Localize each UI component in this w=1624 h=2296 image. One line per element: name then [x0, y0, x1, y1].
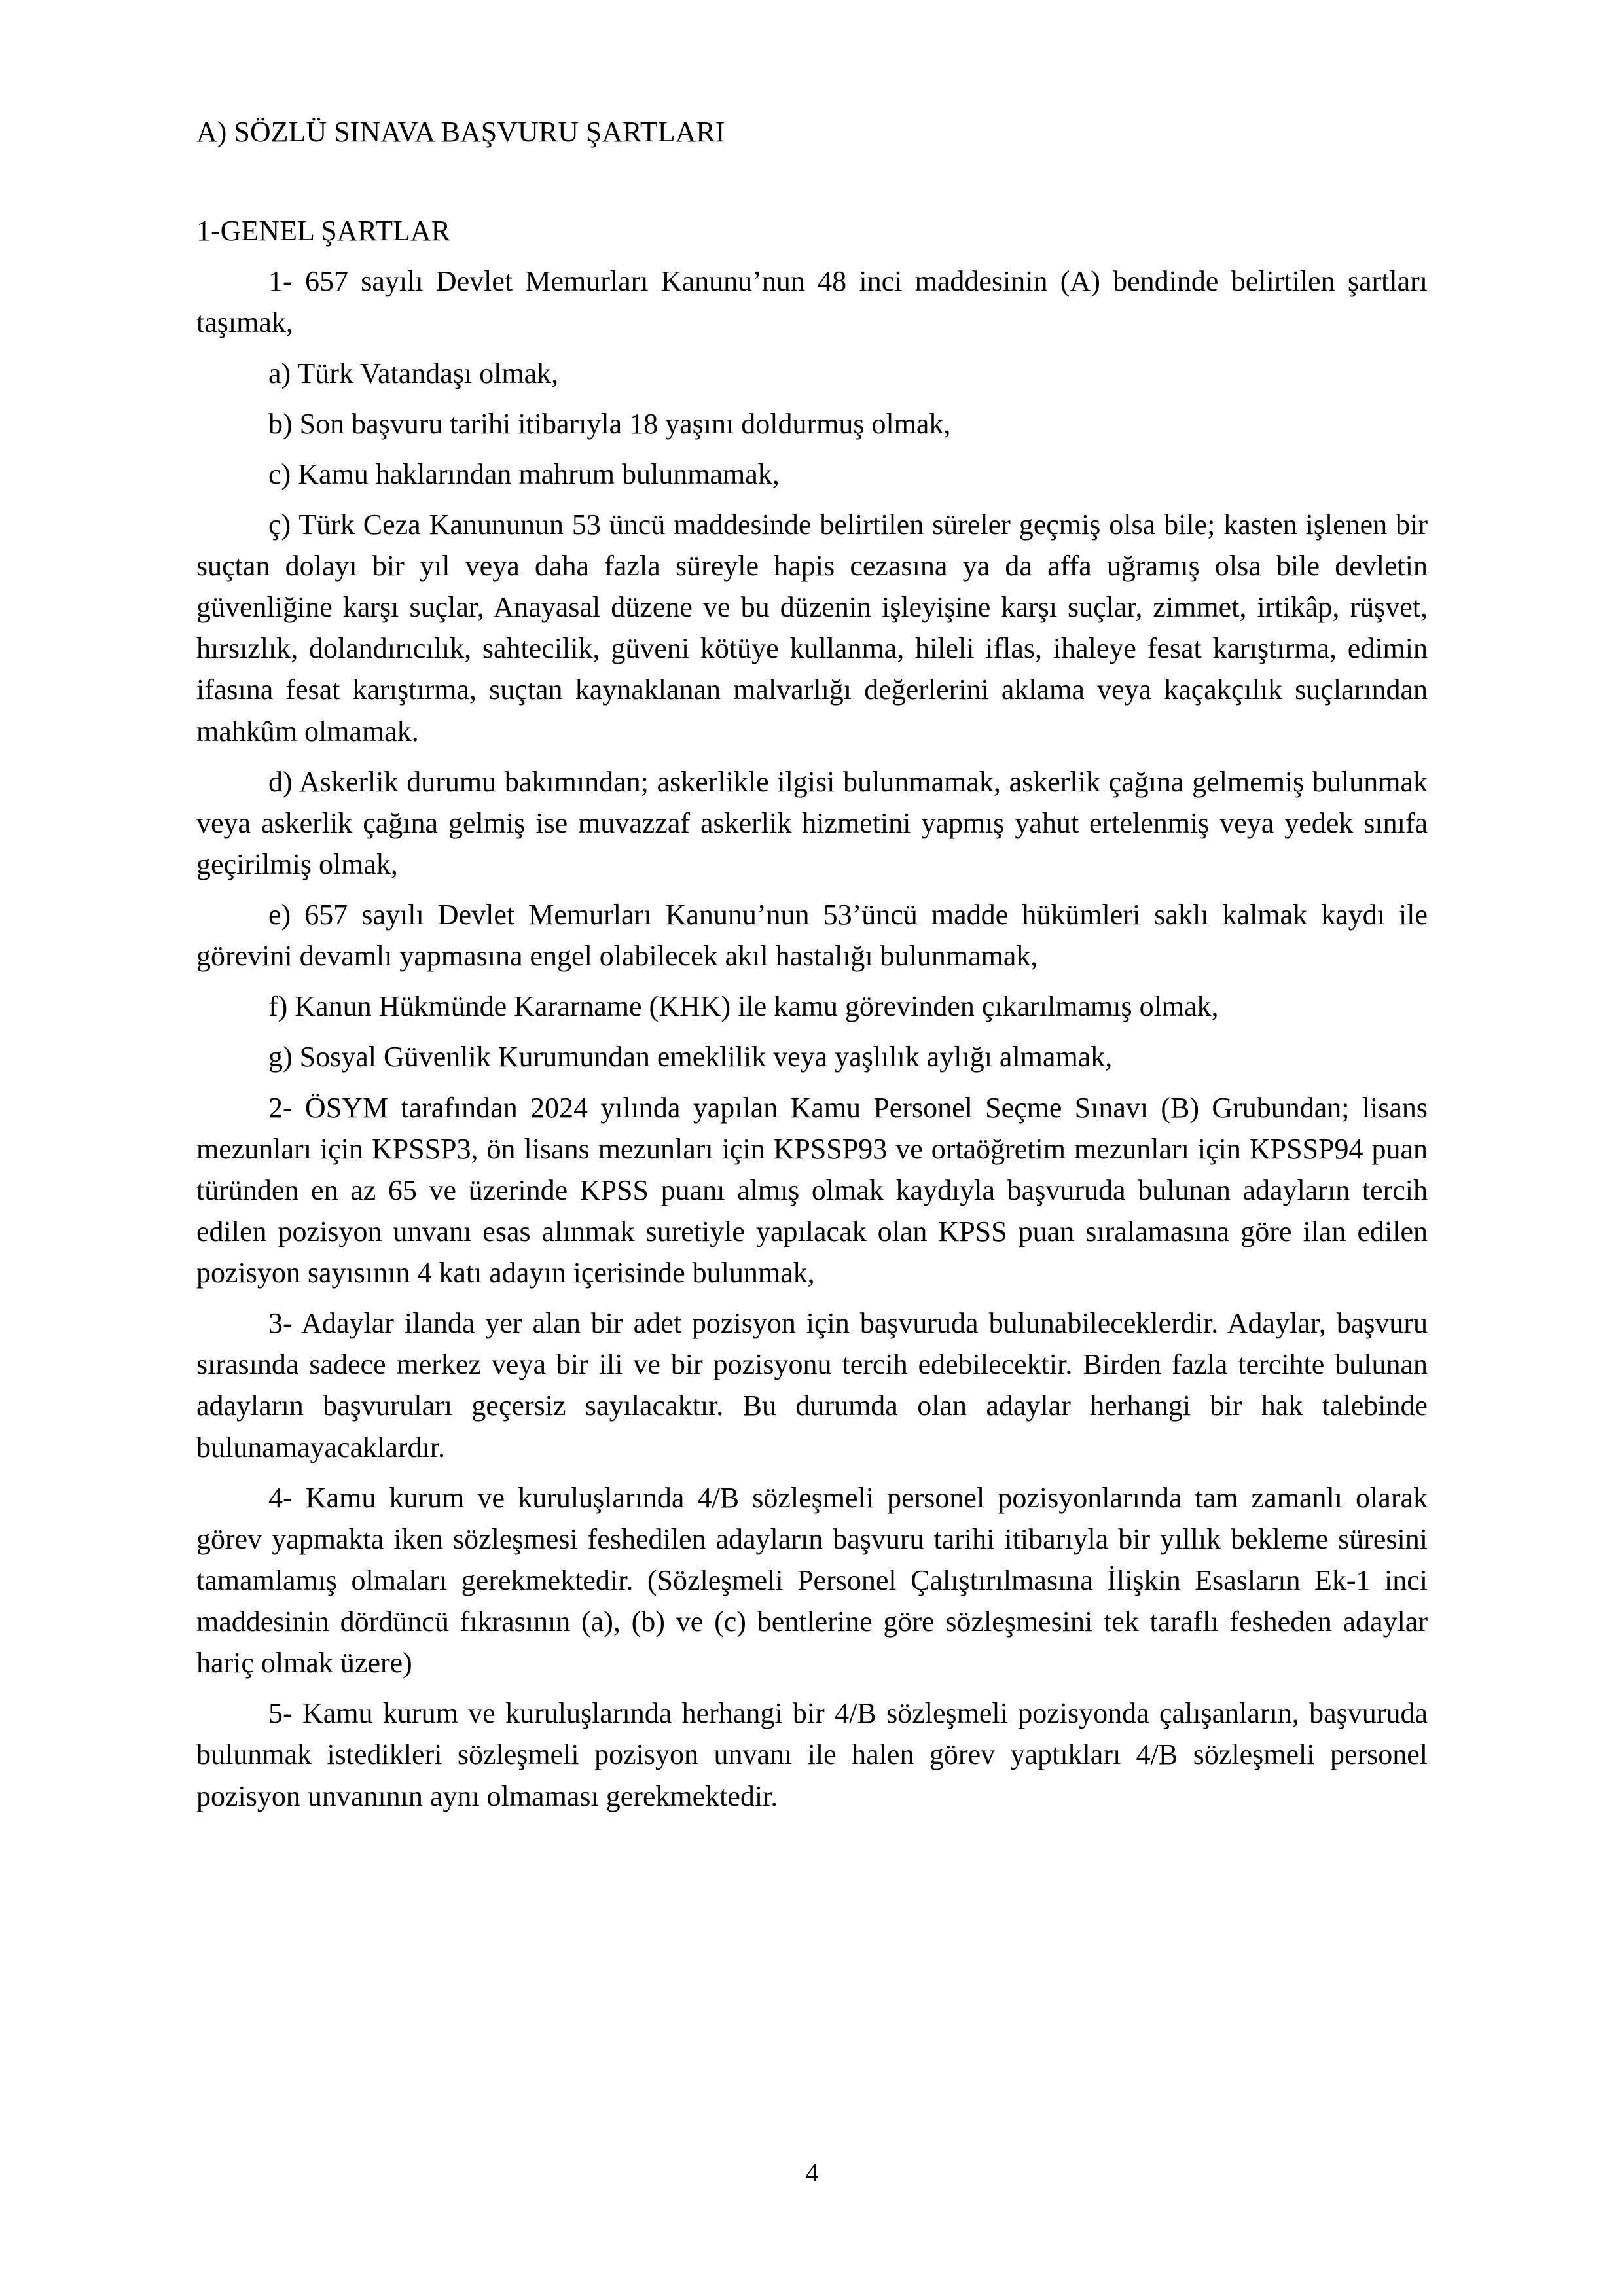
paragraph-item-3: 3- Adaylar ilanda yer alan bir adet pozisyon için başvuruda bulunabileceklerdir. Adaylar, başvuru sırasında sadece merkez veya bir ili ve bir pozisyonu tercih edebilecektir. Birden fazla tercihte bulunan adayların başvuruları geçersiz sayılacaktır. Bu durumda olan adaylar herhangi bir hak talebinde bulunamayacaklardır. [196, 1307, 1428, 1463]
subsection-heading: 1-GENEL ŞARTLAR [196, 215, 451, 247]
paragraph-item-d: d) Askerlik durumu bakımından; askerlikle ilgisi bulunmamak, askerlik çağına gelmemiş bulunmak veya askerlik çağına gelmiş ise muvazzaf askerlik hizmetini yapmış yahut ertelenmiş veya yedek sınıfa geçirilmiş olmak, [196, 765, 1428, 880]
paragraph-item-c-cedilla: ç) Türk Ceza Kanununun 53 üncü maddesinde belirtilen süreler geçmiş olsa bile; kasten işlenen bir suçtan dolayı bir yıl veya daha fazla süreyle hapis cezasına ya da affa uğramış olsa bile devletin güvenliğine karşı suçlar, Anayasal düzene ve bu düzenin işleyişine karşı suçlar, zimmet, irtikâp, rüşvet, hırsızlık, dolandırıcılık, sahtecilik, güveni kötüye kullanma, hileli iflas, ihaleye fesat karıştırma, edimin ifasına fesat karıştırma, suçtan kaynaklanan malvarlığı değerlerini aklama veya kaçakçılık suçlarından mahkûm olmamak. [196, 508, 1428, 747]
paragraph-item-5: 5- Kamu kurum ve kuruluşlarında herhangi bir 4/B sözleşmeli pozisyonda çalışanların, başvuruda bulunmak istedikleri sözleşmeli pozisyon unvanı ile halen görev yaptıkları 4/B sözleşmeli personel pozisyon unvanının aynı olmaması gerekmektedir. [196, 1697, 1428, 1812]
paragraph-item-e: e) 657 sayılı Devlet Memurları Kanunu’nun 53’üncü madde hükümleri saklı kalmak kaydı ile görevini devamlı yapmasına engel olabilecek akıl hastalığı bulunmamak, [196, 899, 1428, 973]
paragraph-item-1: 1- 657 sayılı Devlet Memurları Kanunu’nun 48 inci maddesinin (A) bendinde belirtilen şartları taşımak, [196, 265, 1428, 339]
section-heading: A) SÖZLÜ SINAVA BAŞVURU ŞARTLARI [196, 116, 725, 148]
paragraph-item-4: 4- Kamu kurum ve kuruluşlarında 4/B sözleşmeli personel pozisyonlarında tam zamanlı olarak görev yapmakta iken sözleşmesi feshedilen adayların başvuru tarihi itibarıyla bir yıllık bekleme süresini tamamlamış olmaları gerekmektedir. (Sözleşmeli Personel Çalıştırılmasına İlişkin Esasların Ek-1 inci maddesinin dördüncü fıkrasının (a), (b) ve (c) bentlerine göre sözleşmesini tek taraflı fesheden adaylar hariç olmak üzere) [196, 1481, 1428, 1679]
paragraph-item-a: a) Türk Vatandaşı olmak, [268, 357, 559, 389]
page-number: 4 [805, 2158, 819, 2187]
paragraph-item-g: g) Sosyal Güvenlik Kurumundan emeklilik veya yaşlılık aylığı almamak, [268, 1041, 1113, 1073]
paragraph-item-b: b) Son başvuru tarihi itibarıyla 18 yaşını doldurmuş olmak, [268, 407, 951, 440]
paragraph-item-f: f) Kanun Hükmünde Kararname (KHK) ile kamu görevinden çıkarılmamış olmak, [268, 990, 1219, 1023]
paragraph-item-c: c) Kamu haklarından mahrum bulunmamak, [268, 457, 780, 490]
paragraph-item-2: 2- ÖSYM tarafından 2024 yılında yapılan Kamu Personel Seçme Sınavı (B) Grubundan; lisans mezunları için KPSSP3, ön lisans mezunları için KPSSP93 ve ortaöğretim mezunları için KPSSP94 puan türünden en az 65 ve üzerinde KPSS puanı almış olmak kaydıyla başvuruda bulunan adayların tercih edilen pozisyon unvanı esas alınmak suretiyle yapılacak olan KPSS puan sıralamasına göre ilan edilen pozisyon sayısının 4 katı adayın içerisinde bulunmak, [196, 1091, 1428, 1289]
document-body [196, 111, 1428, 1817]
